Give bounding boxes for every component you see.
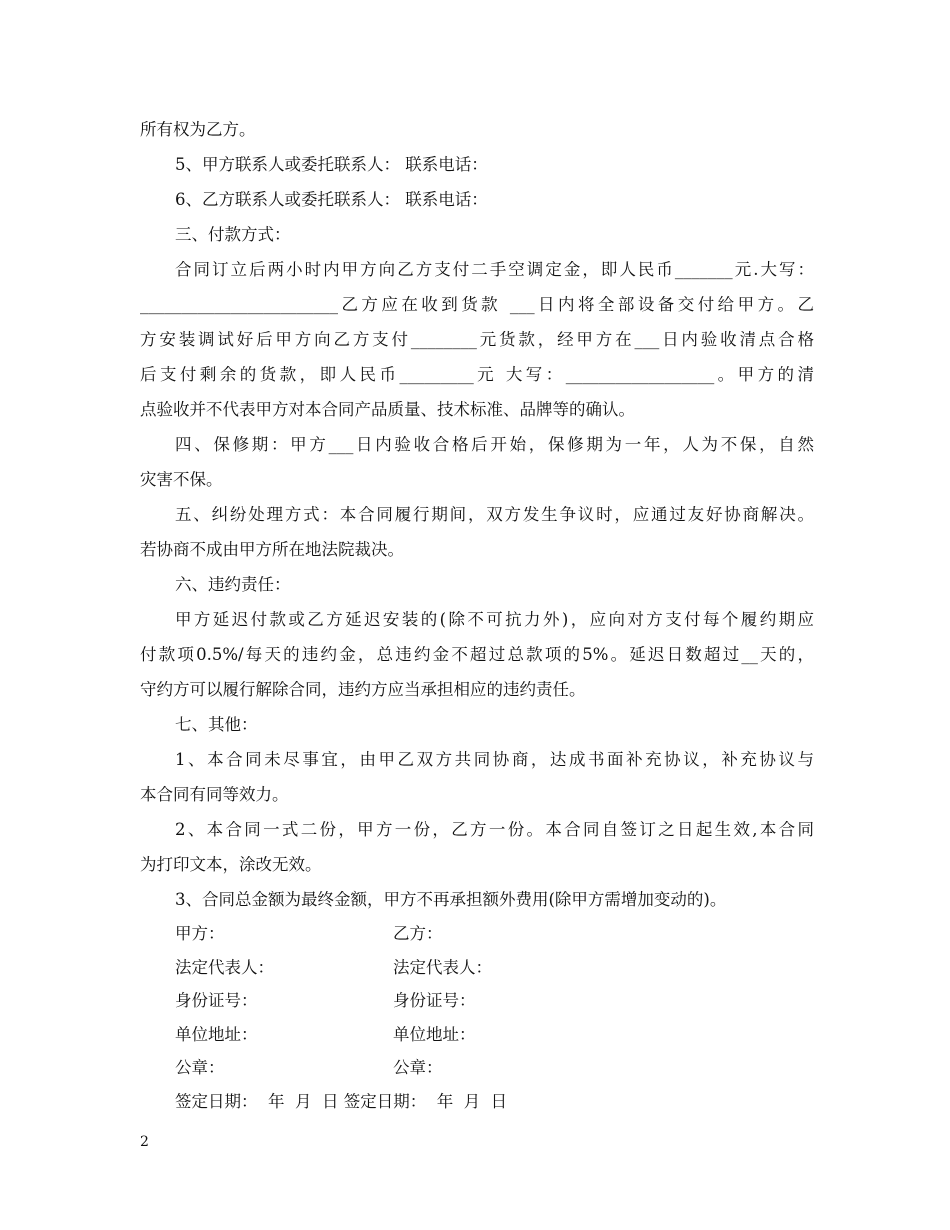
section-heading: 三、付款方式： bbox=[175, 225, 291, 244]
text-line: 若协商不成由甲方所在地法院裁决。 bbox=[140, 540, 404, 559]
text-line: 5、甲方联系人或委托联系人： 联系电话： bbox=[175, 155, 488, 174]
party-a-seal-label: 公章： bbox=[175, 1058, 225, 1077]
party-b-address-label: 单位地址： bbox=[393, 1024, 476, 1044]
signature-row-seal bbox=[140, 1051, 814, 1085]
page-number: 2 bbox=[140, 1134, 149, 1150]
text-line: 所有权为乙方。 bbox=[140, 120, 256, 139]
party-a-legal-rep-label: 法定代表人： bbox=[175, 957, 274, 977]
section-heading: 六、违约责任： bbox=[175, 575, 291, 594]
text-line: 本合同有同等效力。 bbox=[140, 785, 289, 804]
party-b-legal-rep-label: 法定代表人： bbox=[393, 957, 492, 977]
text-line: 6、乙方联系人或委托联系人： 联系电话： bbox=[175, 190, 488, 209]
text-line: 为打印文本，涂改无效。 bbox=[140, 855, 322, 874]
sign-date-text: 签定日期： 年 月 日 签定日期： 年 月 日 bbox=[175, 1091, 508, 1111]
text-line: 灾害不保。 bbox=[140, 470, 223, 489]
text-line: 付款项0.5%/每天的违约金，总违约金不超过总款项的5%。延迟日数超过__天的， bbox=[140, 645, 814, 664]
party-b-id-label: 身份证号： bbox=[393, 991, 476, 1010]
text-line: 合同订立后两小时内甲方向乙方支付二手空调定金，即人民币_______元.大写： bbox=[175, 260, 814, 279]
text-line: 守约方可以履行解除合同，违约方应当承担相应的违约责任。 bbox=[140, 680, 586, 699]
text-line: ________________________乙方应在收到货款 ___日内将全部设备交付给甲方。乙 bbox=[140, 295, 814, 314]
text-line: 后支付剩余的货款，即人民币_________元 大写：__________________。甲方的清 bbox=[140, 365, 814, 384]
text-line: 四、保修期：甲方___日内验收合格后开始，保修期为一年，人为不保，自然 bbox=[175, 435, 814, 454]
party-a-label: 甲方： bbox=[175, 924, 225, 943]
text-line: 3、合同总金额为最终金额，甲方不再承担额外费用(除甲方需增加变动的)。 bbox=[175, 890, 727, 909]
text-line: 甲方延迟付款或乙方延迟安装的(除不可抗力外)，应向对方支付每个履约期应 bbox=[175, 610, 814, 629]
text-line: 方安装调试好后甲方向乙方支付________元货款，经甲方在___日内验收清点合格 bbox=[140, 330, 814, 349]
signature-row-legal-rep bbox=[140, 951, 814, 985]
signature-row-address bbox=[140, 1018, 814, 1052]
text-line: 五、纠纷处理方式：本合同履行期间，双方发生争议时，应通过友好协商解决。 bbox=[175, 505, 814, 524]
signature-row-id-number bbox=[140, 984, 814, 1018]
text-line: 2、本合同一式二份，甲方一份，乙方一份。本合同自签订之日起生效,本合同 bbox=[175, 820, 814, 839]
party-a-address-label: 单位地址： bbox=[175, 1024, 258, 1044]
party-b-label: 乙方： bbox=[393, 924, 443, 943]
signature-row-party bbox=[140, 917, 814, 951]
section-heading: 七、其他： bbox=[175, 715, 258, 734]
party-a-id-label: 身份证号： bbox=[175, 991, 258, 1010]
sign-date-row bbox=[140, 1085, 814, 1119]
text-line: 点验收并不代表甲方对本合同产品质量、技术标准、品牌等的确认。 bbox=[140, 400, 635, 419]
text-line: 1、本合同未尽事宜，由甲乙双方共同协商，达成书面补充协议，补充协议与 bbox=[175, 750, 814, 769]
contract-body bbox=[140, 112, 814, 1118]
party-b-seal-label: 公章： bbox=[393, 1058, 443, 1077]
